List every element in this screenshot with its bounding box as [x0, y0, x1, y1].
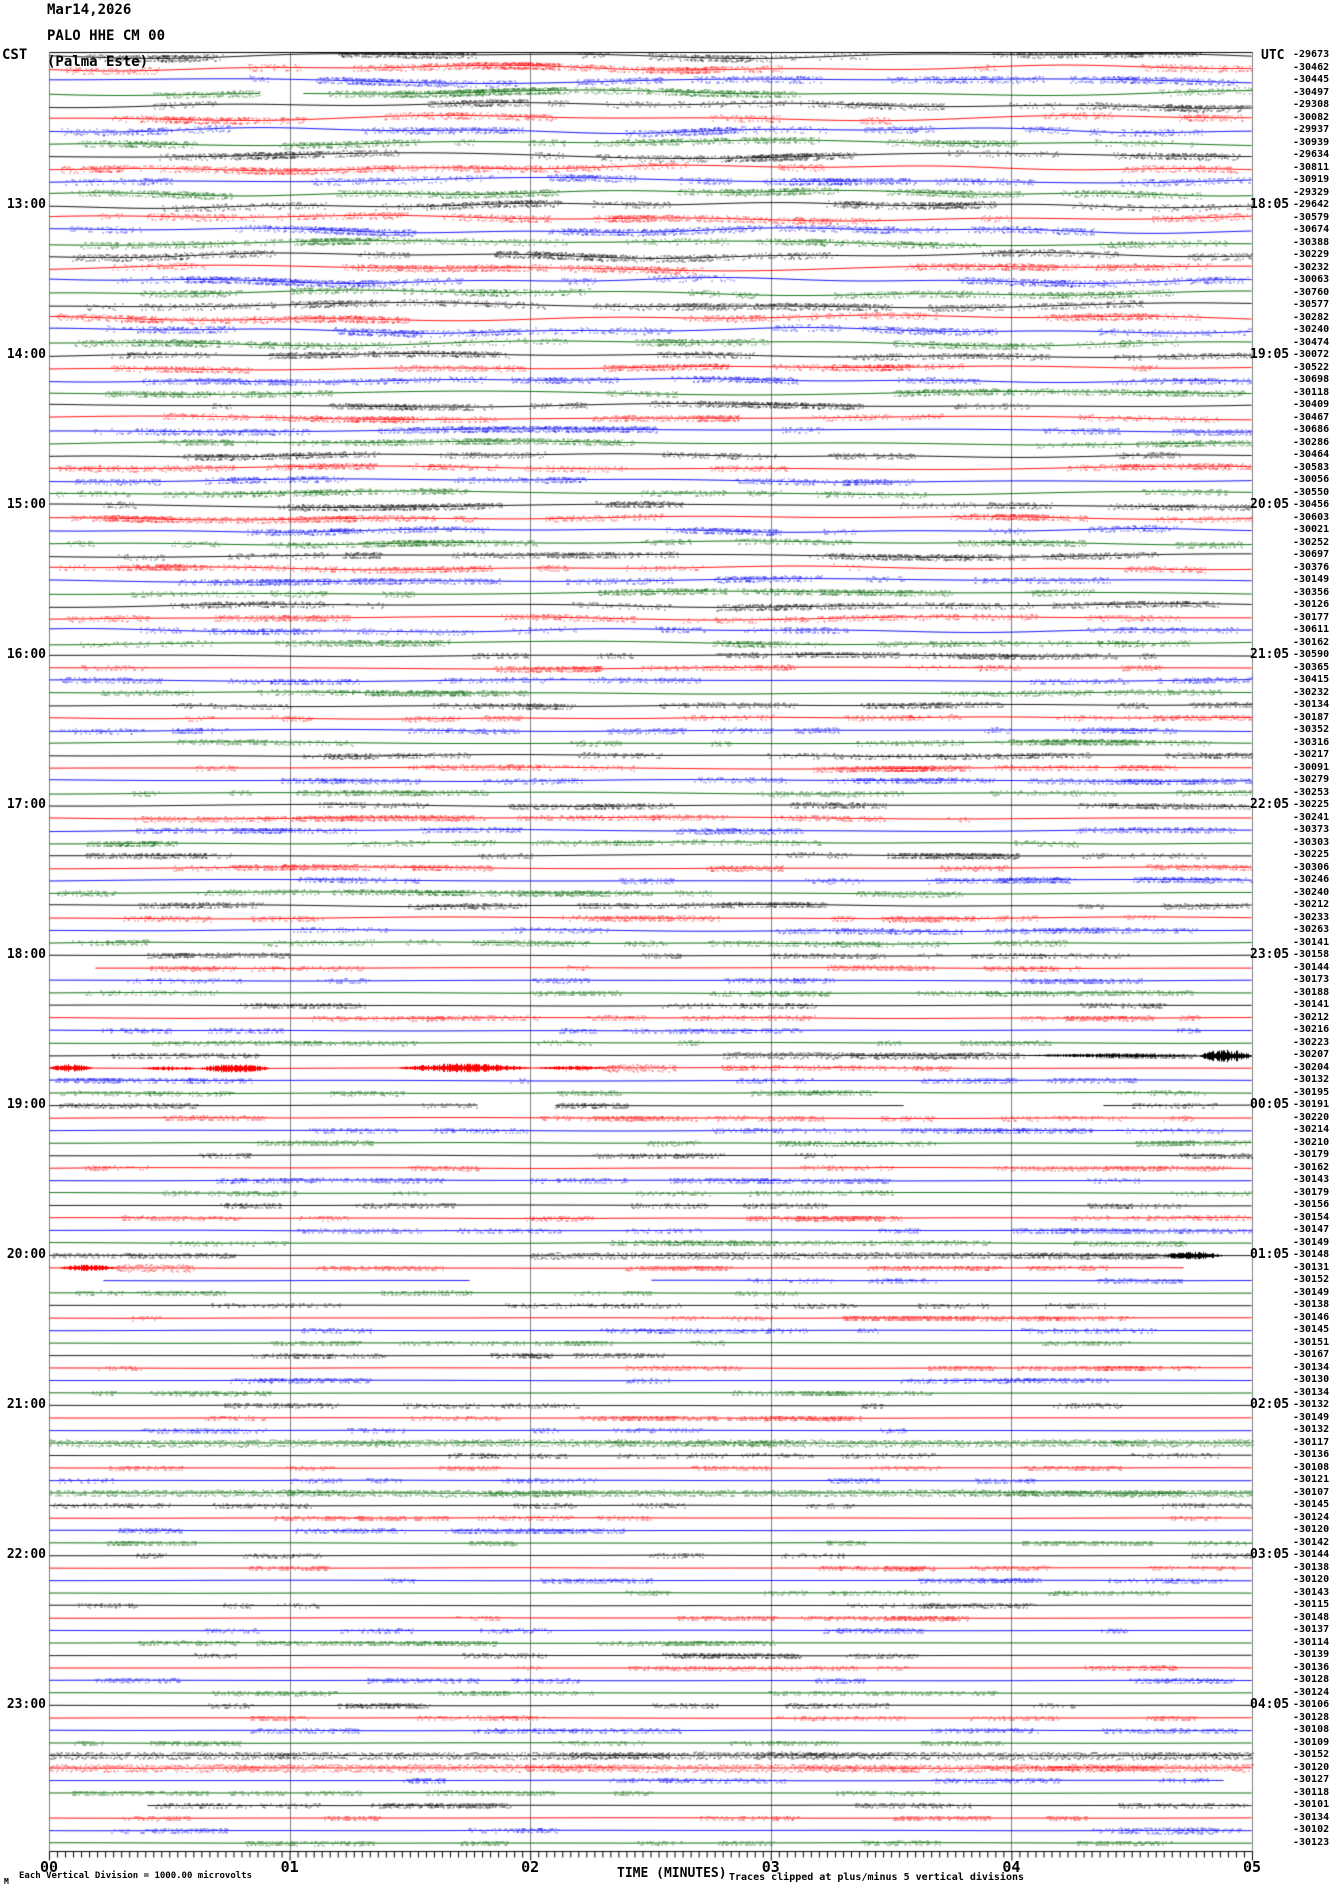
trace-offset-value: -30263 — [1293, 924, 1330, 935]
trace-offset-value: -30173 — [1293, 974, 1330, 985]
trace-offset-value: -29673 — [1293, 49, 1330, 60]
trace-offset-value: -30162 — [1293, 636, 1330, 648]
trace-offset-value: -30146 — [1293, 1311, 1330, 1323]
trace-offset-value: -30141 — [1293, 999, 1330, 1010]
trace-offset-value: -30246 — [1293, 874, 1330, 885]
trace-offset-value: -30152 — [1293, 1749, 1330, 1760]
trace-offset-value: -30919 — [1293, 174, 1330, 185]
trace-offset-value: -30207 — [1293, 1049, 1330, 1060]
trace-offset-value: -30145 — [1293, 1499, 1330, 1510]
trace-offset-value: -30188 — [1293, 986, 1330, 998]
trace-offset-value: -30082 — [1293, 111, 1330, 123]
trace-offset-value: -30120 — [1293, 1574, 1330, 1585]
trace-offset-value: -30167 — [1293, 1349, 1330, 1360]
trace-offset-value: -30134 — [1293, 1361, 1330, 1373]
trace-offset-value: -30144 — [1293, 961, 1330, 973]
trace-offset-value: -30216 — [1293, 1024, 1330, 1035]
trace-offset-value: -30118 — [1293, 386, 1330, 398]
trace-offset-value: -29329 — [1293, 186, 1330, 198]
right-hour-label: 03:05 — [1250, 1547, 1290, 1562]
trace-offset-value: -30214 — [1293, 1124, 1330, 1135]
title-station: PALO HHE CM 00 — [47, 28, 166, 44]
x-tick-label: 02 — [521, 1858, 540, 1876]
trace-offset-value: -30108 — [1293, 1724, 1330, 1735]
x-axis-title: TIME (MINUTES) — [617, 1866, 727, 1881]
left-hour-label: 20:00 — [6, 1247, 46, 1262]
trace-offset-value: -30138 — [1293, 1299, 1330, 1310]
trace-offset-value: -30144 — [1293, 1549, 1330, 1560]
trace-offset-value: -30149 — [1293, 1411, 1330, 1423]
left-hour-label: 14:00 — [6, 347, 46, 362]
trace-offset-value: -30241 — [1293, 811, 1330, 823]
trace-offset-value: -30373 — [1293, 824, 1330, 835]
trace-offset-value: -30179 — [1293, 1149, 1330, 1160]
trace-offset-value: -30149 — [1293, 1286, 1330, 1298]
trace-offset-value: -30102 — [1293, 1824, 1330, 1835]
title-date: Mar14,2026 — [47, 2, 132, 18]
trace-offset-value: -30179 — [1293, 1186, 1330, 1198]
trace-offset-value: -30579 — [1293, 211, 1330, 223]
trace-offset-value: -30134 — [1293, 1811, 1330, 1823]
x-tick-label: 03 — [761, 1858, 780, 1876]
trace-offset-value: -30072 — [1293, 349, 1330, 360]
trace-offset-value: -30240 — [1293, 886, 1330, 898]
right-hour-label: 21:05 — [1250, 647, 1290, 662]
left-hour-label: 13:00 — [6, 197, 46, 212]
trace-offset-value: -30697 — [1293, 549, 1330, 560]
trace-offset-value: -30177 — [1293, 611, 1330, 623]
trace-offset-value: -30356 — [1293, 586, 1330, 598]
trace-offset-value: -30232 — [1293, 261, 1330, 273]
trace-offset-value: -29308 — [1293, 99, 1330, 110]
trace-offset-value: -30467 — [1293, 411, 1330, 423]
right-hour-label: 20:05 — [1250, 497, 1290, 512]
trace-offset-value: -30101 — [1293, 1799, 1330, 1810]
trace-offset-value: -30147 — [1293, 1224, 1330, 1235]
trace-offset-value: -30124 — [1293, 1686, 1330, 1698]
trace-offset-value: -30445 — [1293, 74, 1330, 85]
trace-offset-value: -30139 — [1293, 1649, 1330, 1660]
trace-offset-value: -30303 — [1293, 836, 1330, 848]
trace-offset-value: -30220 — [1293, 1111, 1330, 1123]
trace-offset-value: -30225 — [1293, 799, 1330, 810]
trace-offset-value: -30148 — [1293, 1611, 1330, 1623]
trace-offset-value: -30550 — [1293, 486, 1330, 498]
trace-offset-value: -30137 — [1293, 1624, 1330, 1635]
trace-offset-value: -30279 — [1293, 774, 1330, 785]
trace-offset-value: -30131 — [1293, 1261, 1330, 1273]
trace-offset-value: -30376 — [1293, 561, 1330, 573]
trace-offset-value: -30760 — [1293, 286, 1330, 298]
x-tick-label: 01 — [280, 1858, 299, 1876]
trace-offset-value: -29642 — [1293, 199, 1330, 210]
left-hour-label: 18:00 — [6, 947, 46, 962]
right-timezone-label: UTC — [1261, 48, 1285, 63]
left-hour-label: 21:00 — [6, 1397, 46, 1412]
x-tick-label: 05 — [1242, 1858, 1262, 1876]
trace-offset-value: -30121 — [1293, 1474, 1330, 1485]
trace-offset-value: -30316 — [1293, 736, 1330, 748]
trace-offset-value: -30091 — [1293, 761, 1330, 773]
trace-offset-value: -30120 — [1293, 1524, 1330, 1535]
title-location: (Palma Este) — [47, 54, 149, 70]
trace-offset-value: -30415 — [1293, 674, 1330, 685]
left-hour-label: 22:00 — [6, 1547, 46, 1562]
corner-mark: M — [4, 1877, 9, 1886]
left-hour-label: 23:00 — [6, 1697, 46, 1712]
trace-offset-value: -30132 — [1293, 1424, 1330, 1435]
trace-offset-value: -30352 — [1293, 724, 1330, 735]
trace-offset-value: -30590 — [1293, 649, 1330, 660]
trace-offset-value: -30118 — [1293, 1786, 1330, 1798]
trace-offset-value: -30148 — [1293, 1249, 1330, 1260]
trace-offset-value: -30229 — [1293, 249, 1330, 260]
trace-offset-value: -30152 — [1293, 1274, 1330, 1285]
trace-offset-value: -30210 — [1293, 1136, 1330, 1148]
trace-offset-value: -30063 — [1293, 274, 1330, 285]
trace-offset-value: -30939 — [1293, 136, 1330, 148]
right-hour-label: 04:05 — [1250, 1697, 1290, 1712]
trace-offset-value: -30611 — [1293, 624, 1330, 635]
right-hour-label: 02:05 — [1250, 1397, 1290, 1412]
right-hour-label: 18:05 — [1250, 197, 1290, 212]
right-hour-label: 23:05 — [1250, 947, 1290, 962]
trace-offset-value: -30191 — [1293, 1099, 1330, 1110]
trace-offset-value: -30134 — [1293, 1386, 1330, 1398]
trace-offset-value: -30253 — [1293, 786, 1330, 798]
trace-offset-value: -30120 — [1293, 1761, 1330, 1773]
trace-offset-value: -30240 — [1293, 324, 1330, 335]
trace-offset-value: -30217 — [1293, 749, 1330, 760]
plot-title — [47, 4, 165, 69]
trace-offset-value: -30456 — [1293, 499, 1330, 510]
right-hour-label: 19:05 — [1250, 347, 1290, 362]
trace-offset-value: -30497 — [1293, 86, 1330, 98]
trace-offset-value: -30212 — [1293, 1011, 1330, 1023]
x-tick-label: 04 — [1002, 1858, 1021, 1876]
trace-offset-value: -30204 — [1293, 1061, 1330, 1073]
trace-offset-value: -30130 — [1293, 1374, 1330, 1385]
trace-offset-value: -30109 — [1293, 1736, 1330, 1748]
trace-offset-value: -30134 — [1293, 699, 1330, 710]
trace-offset-value: -30149 — [1293, 1236, 1330, 1248]
x-tick-label: 00 — [39, 1858, 59, 1876]
trace-offset-value: -29937 — [1293, 124, 1330, 135]
trace-offset-value: -30128 — [1293, 1674, 1330, 1685]
trace-offset-value: -30141 — [1293, 936, 1330, 948]
trace-offset-value: -30149 — [1293, 574, 1330, 585]
trace-offset-value: -29634 — [1293, 149, 1330, 160]
trace-offset-value: -30811 — [1293, 161, 1330, 173]
trace-offset-value: -30187 — [1293, 711, 1330, 723]
left-hour-label: 15:00 — [6, 497, 46, 512]
trace-offset-value: -30286 — [1293, 436, 1330, 448]
trace-offset-value: -30223 — [1293, 1036, 1330, 1048]
right-hour-label: 01:05 — [1250, 1247, 1290, 1262]
trace-offset-value: -30474 — [1293, 336, 1330, 348]
left-hour-label: 16:00 — [6, 647, 46, 662]
trace-offset-value: -30282 — [1293, 311, 1330, 323]
trace-offset-value: -30114 — [1293, 1636, 1330, 1648]
trace-offset-value: -30126 — [1293, 599, 1330, 610]
trace-offset-value: -30388 — [1293, 236, 1330, 248]
trace-offset-value: -30603 — [1293, 511, 1330, 523]
right-hour-label: 00:05 — [1250, 1097, 1290, 1112]
trace-offset-value: -30128 — [1293, 1711, 1330, 1723]
trace-offset-value: -30232 — [1293, 686, 1330, 698]
trace-offset-value: -30107 — [1293, 1486, 1330, 1498]
trace-offset-value: -30158 — [1293, 949, 1330, 960]
trace-offset-value: -30132 — [1293, 1399, 1330, 1410]
trace-offset-value: -30674 — [1293, 224, 1330, 235]
trace-offset-value: -30162 — [1293, 1161, 1330, 1173]
trace-offset-value: -30143 — [1293, 1586, 1330, 1598]
trace-offset-value: -30132 — [1293, 1074, 1330, 1085]
trace-offset-value: -30252 — [1293, 536, 1330, 548]
left-hour-label: 19:00 — [6, 1097, 46, 1112]
trace-offset-value: -30143 — [1293, 1174, 1330, 1185]
trace-offset-value: -30195 — [1293, 1086, 1330, 1098]
vertical-division-note: Each Vertical Division = 1000.00 microvolts — [19, 1871, 252, 1881]
trace-offset-value: -30151 — [1293, 1336, 1330, 1348]
trace-offset-value: -30056 — [1293, 474, 1330, 485]
trace-offset-value: -30225 — [1293, 849, 1330, 860]
trace-offset-value: -30136 — [1293, 1449, 1330, 1460]
trace-offset-value: -30306 — [1293, 861, 1330, 873]
trace-offset-value: -30117 — [1293, 1436, 1330, 1448]
trace-offset-value: -30464 — [1293, 449, 1330, 460]
trace-offset-value: -30108 — [1293, 1461, 1330, 1473]
trace-offset-value: -30365 — [1293, 661, 1330, 673]
left-hour-label: 17:00 — [6, 797, 46, 812]
trace-offset-value: -30124 — [1293, 1511, 1330, 1523]
trace-offset-value: -30021 — [1293, 524, 1330, 535]
right-hour-label: 22:05 — [1250, 797, 1290, 812]
trace-offset-value: -30156 — [1293, 1199, 1330, 1210]
trace-offset-value: -30577 — [1293, 299, 1330, 310]
left-timezone-label: CST — [2, 47, 28, 63]
trace-offset-value: -30409 — [1293, 399, 1330, 410]
trace-offset-value: -30522 — [1293, 361, 1330, 373]
trace-offset-value: -30698 — [1293, 374, 1330, 385]
trace-offset-value: -30142 — [1293, 1536, 1330, 1548]
trace-offset-value: -30233 — [1293, 911, 1330, 923]
trace-offset-value: -30123 — [1293, 1836, 1330, 1848]
trace-offset-value: -30154 — [1293, 1211, 1330, 1223]
trace-offset-value: -30138 — [1293, 1561, 1330, 1573]
trace-offset-value: -30686 — [1293, 424, 1330, 435]
clip-note: Traces clipped at plus/minus 5 vertical divisions — [729, 1872, 1025, 1883]
trace-offset-value: -30106 — [1293, 1699, 1330, 1710]
trace-offset-value: -30127 — [1293, 1774, 1330, 1785]
trace-offset-value: -30462 — [1293, 61, 1330, 73]
trace-offset-value: -30212 — [1293, 899, 1330, 910]
trace-offset-value: -30145 — [1293, 1324, 1330, 1335]
trace-offset-value: -30583 — [1293, 461, 1330, 473]
trace-offset-value: -30136 — [1293, 1661, 1330, 1673]
trace-offset-value: -30115 — [1293, 1599, 1330, 1610]
